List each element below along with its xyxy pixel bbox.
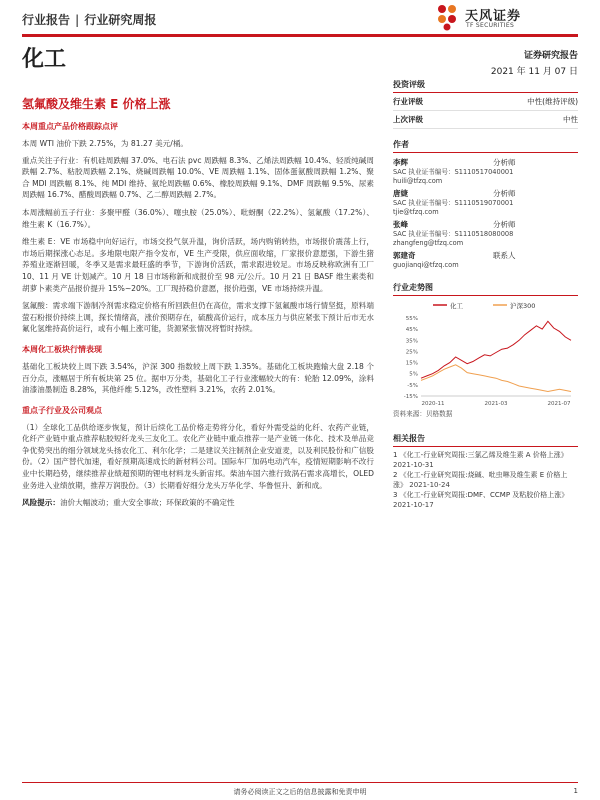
report-date: 2021 年 11 月 07 日 [490,67,578,77]
paragraph-subindustries: 重点关注子行业：有机硅周跌幅 37.0%、电石法 pvc 周跌幅 8.3%、乙烯法周跌幅 10.4%、轻质纯碱周跌幅 2.7%、粘胶周跌幅 2.1%、烧碱周跌幅 10.0%、VE 周跌幅 1.1%、固体蛋氨酸周跌幅 1.2%、聚合 MDI 周跌幅 8.1%、纯 MDI 维持、氨纶周跌幅 0.6%、橡胶周跌幅 9.1%、DMF 周跌幅 9.5%、尿素周跌幅 16.7%、醋酸周跌幅 0.7%、乙二醇周跌幅 2.7%。 [22,155,374,200]
author-email[interactable]: zhangfeng@tfzq.com [393,239,464,247]
risk-warning [22,497,374,509]
author-title: 分析师 [493,158,516,167]
paragraph-hydrofluoric-acid: 氢氟酸：需求端下游制冷剂需求稳定价格有所回跌但仍在高位，需求支撑下氢氟酸市场行情坚挺，原料端萤石粉报价持续上调，探长情绪高，涨价预期存在，硫酸高价运行，成本压力与供应紧张下预计后市无水氟化氢维持高价运行，或有小幅上涨可能，货源紧张情况将暂时持续。 [22,301,374,334]
author-entry [393,158,578,186]
report-type: 证券研究报告 [523,51,578,61]
rating-label: 上次评级 [393,115,423,124]
related-item[interactable] [393,490,578,510]
related-title: 3 《化工-行业研究周报:DMF、CCMP 及粘胶价格上涨》 [393,491,569,499]
industry-trend-chart [393,298,578,410]
y-tick-label: -15% [403,394,418,400]
author-name: 李辉 [393,158,408,167]
paragraph-oil: 本周 WTI 油价下跌 2.75%，为 81.27 美元/桶。 [22,139,189,148]
y-tick-label: 25% [405,349,418,356]
header-divider [22,34,578,37]
author-email[interactable]: guojianqi@tfzq.com [393,261,459,269]
y-tick-label: 15% [405,360,418,367]
related-item[interactable] [393,470,578,490]
rating-label: 行业评级 [393,97,423,106]
legend-label: 化工 [450,302,463,310]
tf-securities-logo [425,2,585,32]
logo-mark-icon [433,3,461,31]
author-cert: SAC 执业证书编号：S1110517040001 [393,168,514,176]
related-title: 1 《化工-行业研究周报:三氯乙烯及维生素 A 价格上涨》 [393,451,568,459]
author-email[interactable]: huili@tfzq.com [393,177,443,185]
x-tick-label: 2021-03 [484,401,508,407]
y-tick-label: 45% [405,327,418,334]
author-name: 郭建奇 [393,251,416,260]
author-entry [393,251,578,270]
rating-row-previous [393,111,578,129]
author-email[interactable]: tjie@tfzq.com [393,208,439,216]
paragraph-market: 基础化工板块较上周下跌 3.54%，沪深 300 指数较上周下跌 1.35%。基础化工板块跑输大盘 2.18 个百分点，涨幅居于所有板块第 25 位。据申万分类，基础化工子行业涨幅较大的有：轮胎 12.09%，涂料油漆油墨制造 8.28%，其他纤维 5.12%，改性塑料 3.21%，农药 2.01%。 [22,361,374,395]
rating-row-industry [393,93,578,111]
page-number: 1 [573,787,578,795]
breadcrumb [22,11,156,28]
author-entry [393,220,578,248]
y-tick-label: 35% [405,338,418,345]
main-content [22,121,374,509]
author-name: 张峰 [393,220,408,229]
x-tick-label: 2021-07 [547,401,571,407]
rating-header: 投资评级 [393,79,578,93]
author-cert: SAC 执业证书编号：S1110518080008 [393,230,514,238]
related-title: 2 《化工-行业研究周报:烧碱、吡虫啉及维生素 E 价格上涨》 [393,471,568,489]
author-entry [393,189,578,217]
report-title: 氢氟酸及维生素 E 价格上涨 [22,97,171,111]
author-title: 分析师 [493,189,516,198]
related-date: 2021-10-17 [393,501,434,509]
rating-value: 中性(维持评级) [527,97,578,106]
legend-label: 沪深300 [510,302,536,310]
author-title: 联系人 [493,251,516,260]
breadcrumb-separator: | [75,13,80,27]
logo-text-en: TF SECURITIES [466,22,515,29]
x-tick-label: 2020-11 [421,401,445,407]
chart-source: 资料来源：贝格数据 [393,410,453,418]
sidebar [393,79,578,510]
breadcrumb-report: 行业报告 [22,13,71,27]
y-tick-label: -5% [407,382,418,389]
section-title-market: 本周化工板块行情表现 [22,344,102,354]
section-title-price-tracking: 本周重点产品价格跟踪点评 [22,122,118,131]
y-tick-label: 55% [405,316,418,322]
related-date: 2021-10-31 [393,461,434,469]
paragraph-top-gainers: 本周涨幅前五子行业：多聚甲醛（36.0%）、噻虫胺（25.0%）、吡蚜酮（22.2%）、氢氟酸（17.2%）、维生素 K（16.7%）。 [22,207,374,229]
industry-title: 化工 [22,47,67,72]
breadcrumb-weekly: 行业研究周报 [84,13,157,27]
author-title: 分析师 [493,220,516,229]
footer-divider [22,782,578,783]
related-date: 2021-10-24 [409,481,450,489]
author-cert: SAC 执业证书编号：S1110519070001 [393,199,514,207]
section-title-views: 重点子行业及公司观点 [22,405,102,415]
related-header: 相关报告 [393,433,578,447]
authors-header: 作者 [393,139,578,153]
related-item[interactable] [393,450,578,470]
rating-value: 中性 [563,115,578,124]
y-tick-label: 5% [409,371,418,378]
risk-label: 风险提示： [22,498,60,508]
chart-header: 行业走势图 [393,282,578,296]
series-line-csi300 [421,365,571,392]
risk-text: 油价大幅波动；重大安全事故；环保政策的不确定性 [59,498,235,508]
footer-disclaimer: 请务必阅读正文之后的信息披露和免责申明 [233,788,367,796]
paragraph-views: （1）全球化工品供给逐步恢复，预计后续化工品价格走势将分化，看好外需受益的化纤、农药产业链，化纤产业链中重点推荐粘胶短纤龙头三友化工。农化产业链中重点推荐一是产业链一体化、技术及单品竞争优势突出的细分领域龙头扬农化工、利尔化学；二是建议关注制剂企业安道麦，以及利民股份和广信股份。（2）国产替代加速，看好预期高速成长的新材料公司。国际车厂加码电动汽车，疫情短期影响不改行业中长期趋势，继续推荐业绩超预期的锂电材料龙头新宙邦。柴油车国六推行致涡石需求高增长，OLED 业务进入业绩放期，推荐万润股份。（3）长期看好细分龙头万华化学、华鲁恒升、新和成。 [22,422,374,490]
logo-text-cn: 天风证券 [465,9,522,24]
paragraph-vitamin-e: 维生素 E：VE 市场稳中向好运行，市场交投气氛升温，询价活跃，场内购销转热，市场报价震荡上行，市场后期探涨心态足。多地限电限产指令发布，VE 生产受限，供应面收缩，厂家报价意愿强，下游生猪养殖业逐渐回暖，冬季又是需求最旺盛的季节，下游询价活跃，需求跟进较足。市场反映称欧洲有工厂 10、11 月 VE 计划减产。10 月 18 日市场称新和成报价至 98 元/公斤。10 月 21 日 BASF 维生素类和胡萝卜素类产品报价提升 15%~20%。工厂现持稳价意愿，报价趋强，VE 市场持续升温。 [22,237,374,293]
author-name: 唐婕 [393,189,408,198]
